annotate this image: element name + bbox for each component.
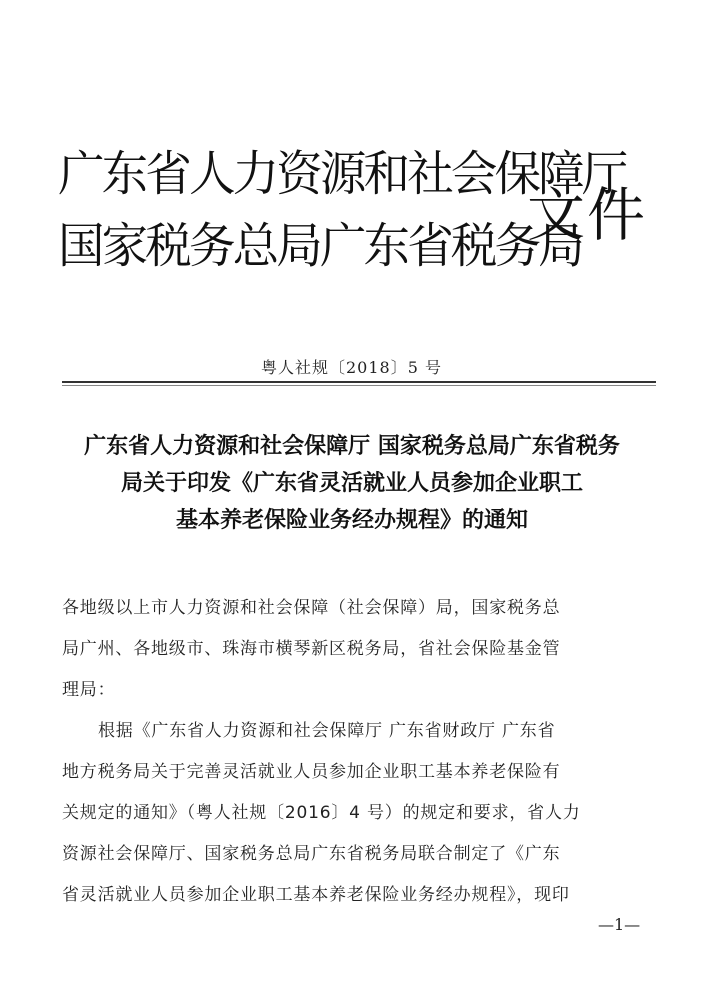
notice-title	[52, 428, 652, 539]
issuer-name-line2: 国家税务总局广东省税务局	[58, 218, 582, 274]
document-number: 粤人社规〔2018〕5 号	[261, 358, 442, 377]
notice-title-line: 基本养老保险业务经办规程》的通知	[175, 507, 528, 533]
header-divider-secondary	[62, 385, 656, 386]
body-paragraph-line: 地方税务局关于完善灵活就业人员参加企业职工基本养老保险有	[62, 762, 561, 782]
page-number: —1—	[598, 915, 641, 934]
notice-title-line: 广东省人力资源和社会保障厅 国家税务总局广东省税务	[84, 433, 620, 459]
body-paragraph-line: 资源社会保障厅、国家税务总局广东省税务局联合制定了《广东	[62, 844, 561, 864]
issuer-name-line1: 广东省人力资源和社会保障厅	[58, 146, 626, 202]
recipients-line: 各地级以上市人力资源和社会保障（社会保障）局，国家税务总	[62, 598, 561, 618]
recipients-line: 局广州、各地级市、珠海市横琴新区税务局，省社会保险基金管	[62, 639, 561, 659]
notice-title-line: 局关于印发《广东省灵活就业人员参加企业职工	[120, 470, 583, 496]
document-type-word: 文件	[527, 181, 648, 249]
body-paragraph-line: 关规定的通知》（粤人社规〔2016〕4 号）的规定和要求，省人力	[62, 803, 581, 823]
body-paragraph-line: 省灵活就业人员参加企业职工基本养老保险业务经办规程》，现印	[62, 885, 570, 905]
recipients-line: 理局：	[62, 680, 116, 700]
notice-body	[62, 588, 662, 916]
body-paragraph-line: 根据《广东省人力资源和社会保障厅 广东省财政厅 广东省	[98, 721, 556, 741]
header-divider	[62, 381, 656, 383]
